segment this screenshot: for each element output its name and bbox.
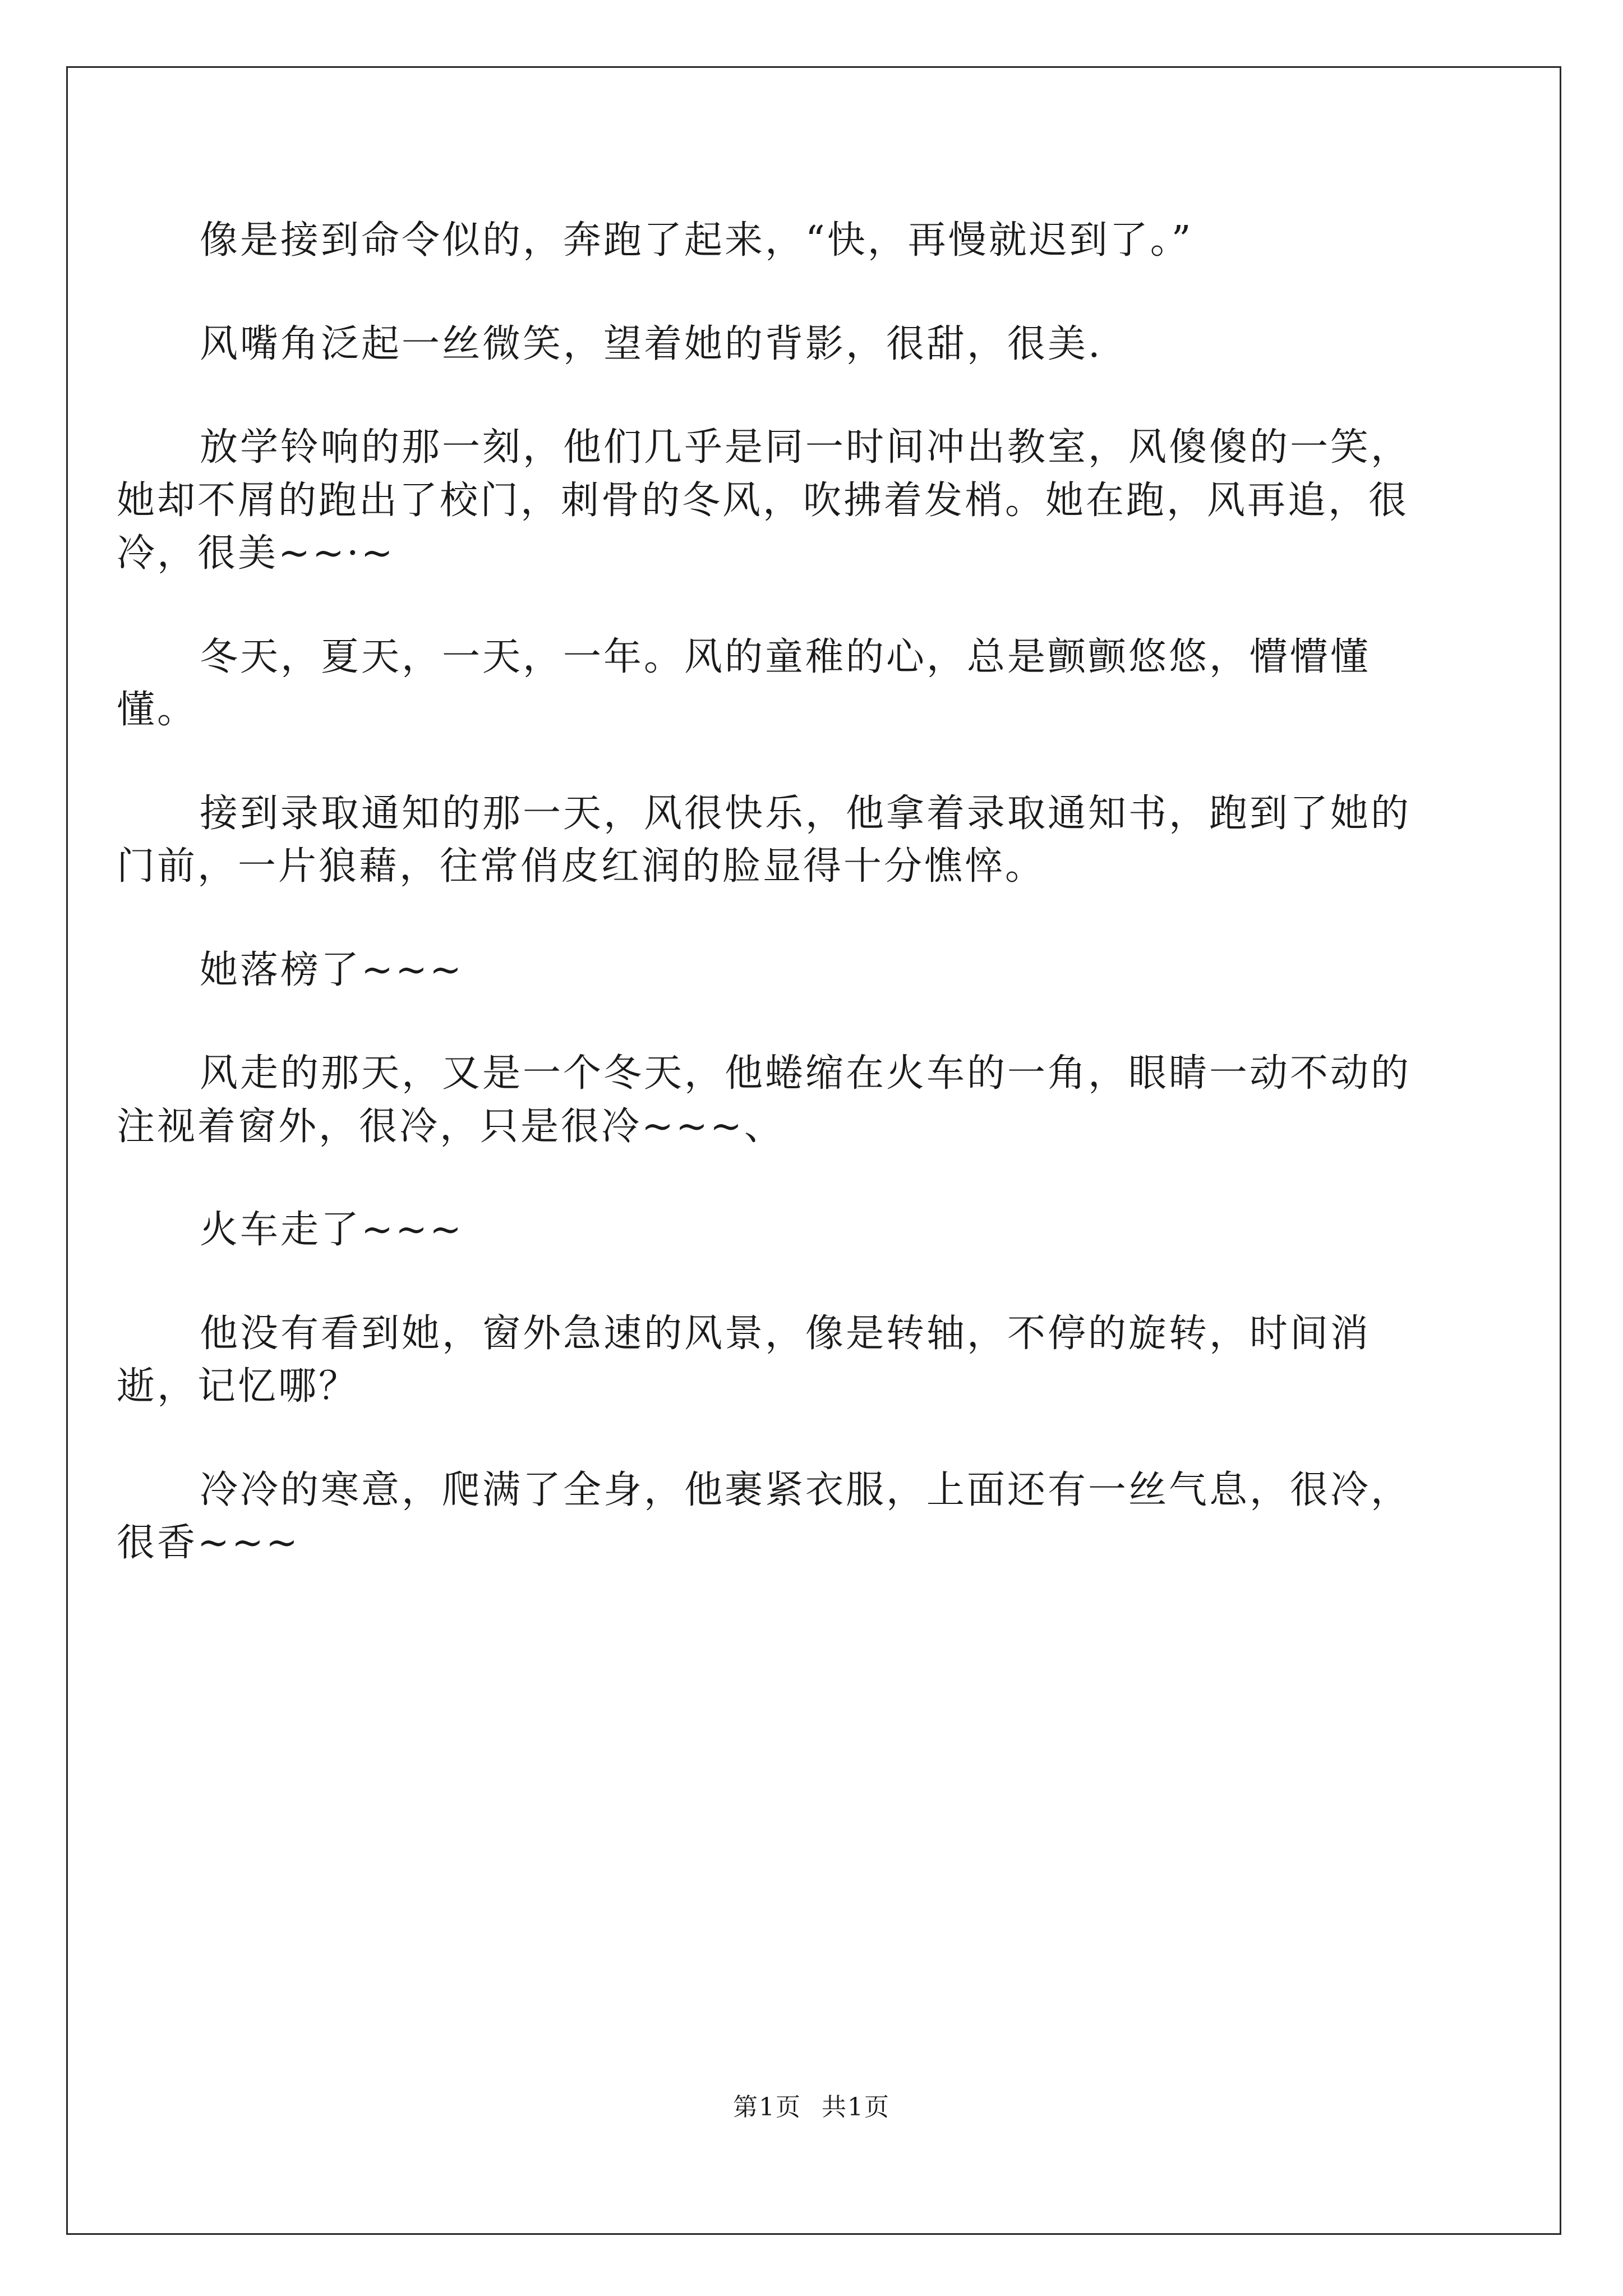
paragraph-1-text: 像是接到命令似的，奔跑了起来，“快，再慢就迟到了。”	[200, 218, 1193, 263]
paragraph-7	[117, 1047, 1429, 1153]
paragraph-8	[117, 1204, 1429, 1257]
document-body	[117, 214, 1429, 1621]
paragraph-3-text: 放学铃响的那一刻，他们几乎是同一时间冲出教室，风傻傻的一笑，她却不屑的跑出了校门，刺骨的冬风，吹拂着发梢。她在跑，风再追，很冷，很美~~·~	[117, 425, 1412, 576]
paragraph-4	[117, 631, 1429, 737]
paragraph-10	[117, 1464, 1429, 1570]
paragraph-9-text: 他没有看到她，窗外急速的风景，像是转轴，不停的旋转，时间消逝，记忆哪？	[117, 1311, 1371, 1409]
paragraph-7-text: 风走的那天，又是一个冬天，他蜷缩在火车的一角，眼睛一动不动的注视着窗外，很冷，只是很冷~~~、	[117, 1051, 1412, 1149]
paragraph-5	[117, 788, 1429, 894]
paragraph-3	[117, 421, 1429, 581]
page-number-current: 第1页	[733, 2093, 801, 2122]
paragraph-10-text: 冷冷的寒意，爬满了全身，他裹紧衣服，上面还有一丝气息，很冷，很香~~~	[117, 1467, 1412, 1566]
paragraph-1	[117, 214, 1429, 268]
page-number-total: 共1页	[822, 2093, 890, 2122]
page-footer	[0, 2087, 1623, 2123]
paragraph-4-text: 冬天，夏天，一天，一年。风的童稚的心，总是颤颤悠悠，懵懵懂懂。	[117, 634, 1371, 733]
paragraph-2	[117, 318, 1429, 371]
paragraph-8-text: 火车走了~~~	[200, 1208, 464, 1253]
paragraph-2-text: 风嘴角泛起一丝微笑，望着她的背影，很甜，很美.	[200, 321, 1103, 366]
paragraph-5-text: 接到录取通知的那一天，风很快乐，他拿着录取通知书，跑到了她的门前，一片狼藉，往常俏皮红润的脸显得十分憔悴。	[117, 791, 1412, 889]
paragraph-6-text: 她落榜了~~~	[200, 947, 464, 992]
paragraph-9	[117, 1308, 1429, 1414]
paragraph-6	[117, 944, 1429, 997]
